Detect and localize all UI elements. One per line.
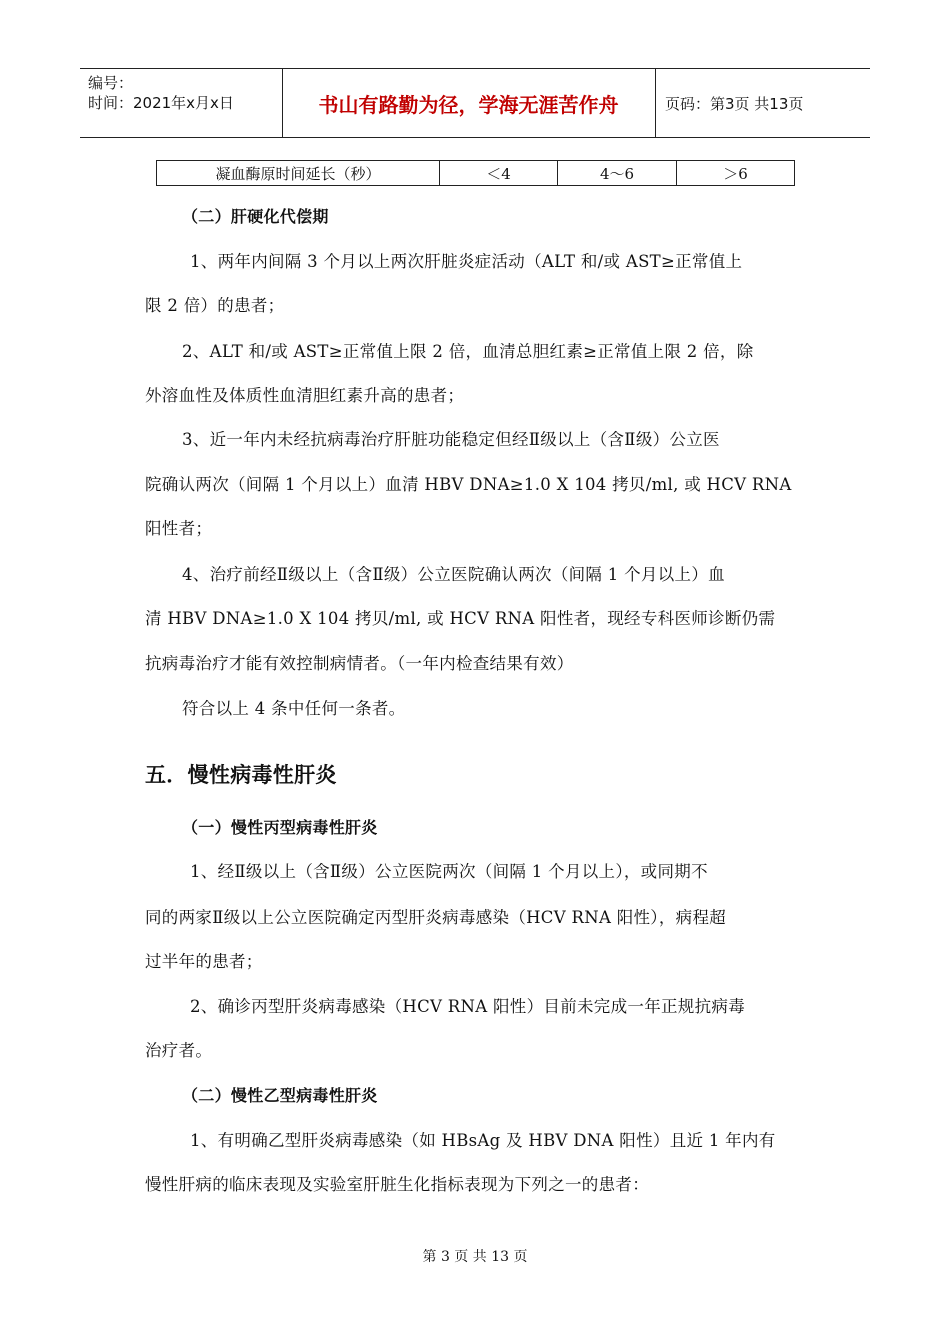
subheading-cirrhosis: （二）肝硬化代偿期 xyxy=(182,207,329,226)
header-meta xyxy=(88,73,234,113)
header-motto: 书山有路勤为径，学海无涯苦作舟 xyxy=(318,92,619,117)
subheading-hepatitis-c: （一）慢性丙型病毒性肝炎 xyxy=(182,818,378,837)
table-cell-grade3: ＞6 xyxy=(723,164,748,183)
page-footer: 第 3 页 共 13 页 xyxy=(422,1249,528,1265)
paragraph-line: 外溶血性及体质性血清胆红素升高的患者； xyxy=(145,386,465,405)
paragraph-line: 1、有明确乙型肝炎病毒感染（如 HBsAg 及 HBV DNA 阳性）且近 1 年内有 xyxy=(190,1131,776,1150)
subheading-hepatitis-b: （二）慢性乙型病毒性肝炎 xyxy=(182,1086,378,1105)
header-page-number: 页码：第3页 共13页 xyxy=(665,94,804,113)
paragraph-line: 治疗者。 xyxy=(145,1041,213,1060)
paragraph-line: 1、经Ⅱ级以上（含Ⅱ级）公立医院两次（间隔 1 个月以上），或同期不 xyxy=(190,862,708,881)
paragraph-line: 限 2 倍）的患者； xyxy=(145,296,285,315)
paragraph-line: 2、ALT 和/或 AST≥正常值上限 2 倍，血清总胆红素≥正常值上限 2 倍，除 xyxy=(182,342,754,361)
paragraph-line: 2、确诊丙型肝炎病毒感染（HCV RNA 阳性）目前未完成一年正规抗病毒 xyxy=(190,997,745,1016)
paragraph-line: 慢性肝病的临床表现及实验室肝脏生化指标表现为下列之一的患者： xyxy=(145,1175,649,1194)
header-date: 时间：2021年x月x日 xyxy=(88,94,234,112)
header-divider xyxy=(655,69,656,137)
paragraph-line: 清 HBV DNA≥1.0 X 104 拷贝/ml, 或 HCV RNA 阳性者，现经专科医师诊断仍需 xyxy=(145,609,776,628)
paragraph-line: 同的两家Ⅱ级以上公立医院确定丙型肝炎病毒感染（HCV RNA 阳性），病程超 xyxy=(145,908,727,927)
paragraph-line: 1、两年内间隔 3 个月以上两次肝脏炎症活动（ALT 和/或 AST≥正常值上 xyxy=(190,252,743,271)
paragraph-line: 4、治疗前经Ⅱ级以上（含Ⅱ级）公立医院确认两次（间隔 1 个月以上）血 xyxy=(182,565,725,584)
table-cell-label: 凝血酶原时间延长（秒） xyxy=(215,164,381,183)
paragraph-line: 阳性者； xyxy=(145,519,213,538)
table-cell-grade1: ＜4 xyxy=(486,164,511,183)
page-header xyxy=(80,68,870,138)
header-number: 编号： xyxy=(88,74,134,92)
coagulation-table-row xyxy=(156,160,795,186)
table-cell-grade2: 4～6 xyxy=(599,164,635,183)
paragraph-line: 院确认两次（间隔 1 个月以上）血清 HBV DNA≥1.0 X 104 拷贝/ml, 或 HCV RNA xyxy=(145,475,792,494)
paragraph-line: 过半年的患者； xyxy=(145,952,263,971)
paragraph-line: 符合以上 4 条中任何一条者。 xyxy=(182,699,406,718)
paragraph-line: 抗病毒治疗才能有效控制病情者。（一年内检查结果有效） xyxy=(145,654,574,673)
section-heading: 五．慢性病毒性肝炎 xyxy=(145,763,337,787)
paragraph-line: 3、近一年内未经抗病毒治疗肝脏功能稳定但经Ⅱ级以上（含Ⅱ级）公立医 xyxy=(182,430,720,449)
